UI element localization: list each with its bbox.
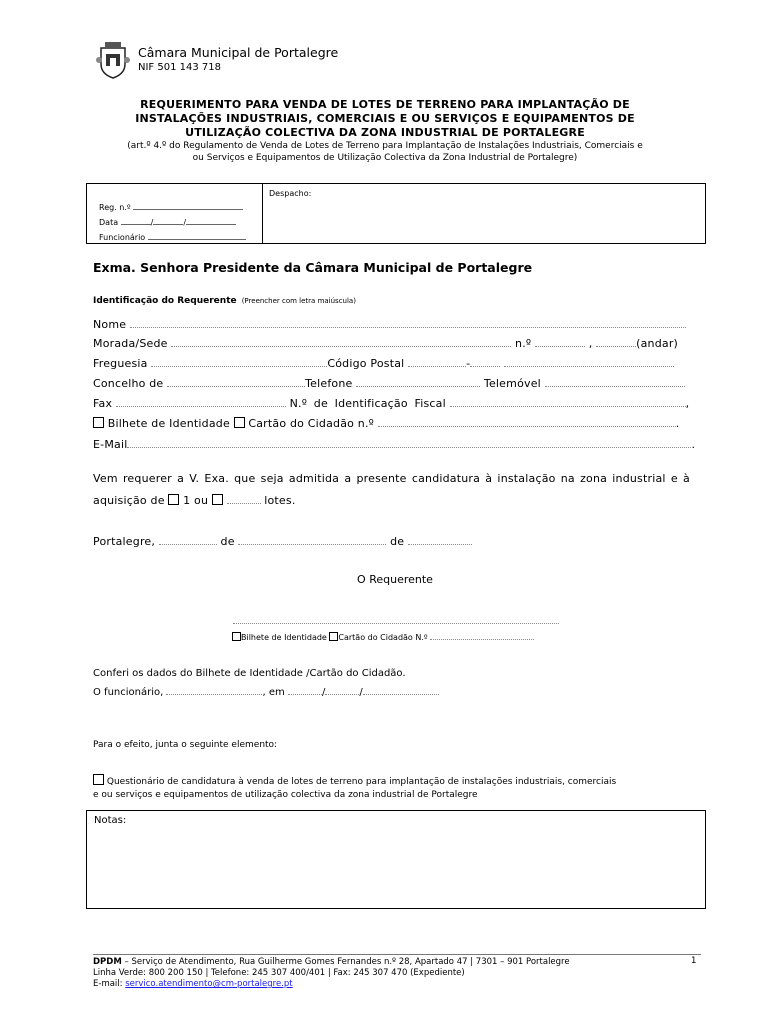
nif-field-label: N.º de Identificação Fiscal <box>289 397 446 410</box>
fax-row-comma: , <box>685 397 690 410</box>
reg-label: Reg. n.º <box>99 203 131 212</box>
year-input[interactable] <box>408 533 472 545</box>
telemovel-input[interactable] <box>545 375 685 387</box>
postal-code-locality-input[interactable] <box>504 355 674 367</box>
signature-line[interactable] <box>233 623 559 624</box>
footer-line1 <box>93 957 570 968</box>
bi-checkbox[interactable] <box>93 417 104 428</box>
verification-line1: Conferi os dados do Bilhete de Identidade /Cartão do Cidadão. <box>93 668 406 679</box>
footer-dept: DPDM <box>93 957 122 967</box>
date-de1: de <box>220 535 235 548</box>
email-label: E-Mail <box>93 438 128 451</box>
verification-employee-input[interactable] <box>166 685 262 695</box>
attachments-intro: Para o efeito, junta o seguinte elemento: <box>93 740 278 750</box>
freguesia-label: Freguesia <box>93 357 148 370</box>
verification-line2: O funcionário, , em / / <box>93 685 439 698</box>
doc-title-line1: REQUERIMENTO PARA VENDA DE LOTES DE TERRENO PARA IMPLANTAÇÃO DE <box>140 98 630 111</box>
request-one-or: 1 ou <box>183 494 209 507</box>
andar-label: (andar) <box>636 337 679 350</box>
morada-label: Morada/Sede <box>93 337 168 350</box>
footer <box>93 957 570 990</box>
signature-cc-label: Cartão do Cidadão N.º <box>338 633 428 642</box>
notes-box[interactable] <box>86 810 706 909</box>
org-name: Câmara Municipal de Portalegre <box>138 45 339 60</box>
postal-code-suffix-input[interactable] <box>470 355 500 367</box>
request-line1: Vem requerer a V. Exa. que seja admitida a presente candidatura à instalação na zona industrial e à <box>93 472 690 485</box>
cc-checkbox[interactable] <box>234 417 245 428</box>
footer-line3 <box>93 979 570 990</box>
signature-id-number-input[interactable] <box>430 631 534 640</box>
numero-input[interactable] <box>535 335 585 347</box>
fax-input[interactable] <box>116 395 286 407</box>
identification-heading: Identificação do Requerente <box>93 296 237 306</box>
cc-label: Cartão do Cidadão n.º <box>248 417 375 430</box>
nif-input[interactable] <box>450 395 686 407</box>
postal-code-prefix-input[interactable] <box>408 355 466 367</box>
date-line <box>93 533 472 548</box>
date-label: Data <box>99 218 119 227</box>
identification-note: (Preencher com letra maiúscula) <box>241 297 356 305</box>
andar-input[interactable] <box>596 335 636 347</box>
morada-input[interactable] <box>171 335 511 347</box>
questionnaire-checkbox[interactable] <box>93 774 104 785</box>
signature-bi-checkbox[interactable] <box>232 632 241 641</box>
registry-box <box>86 183 706 244</box>
id-doc-row-period: . <box>675 417 680 430</box>
request-prefix: aquisição de <box>93 494 165 507</box>
email-row-period: . <box>691 438 696 451</box>
doc-title-line2: INSTALAÇÕES INDUSTRIAIS, COMERCIAIS E OU SERVIÇOS E EQUIPAMENTOS DE <box>135 112 635 125</box>
signature-label: O Requerente <box>357 573 433 586</box>
verification-em-label: , em <box>262 687 285 698</box>
multiple-lots-checkbox[interactable] <box>212 494 223 505</box>
nome-input[interactable] <box>130 316 686 328</box>
concelho-row <box>93 375 685 390</box>
freguesia-input[interactable] <box>151 355 327 367</box>
request-suffix: lotes. <box>264 494 296 507</box>
identification-heading-row <box>93 288 356 307</box>
freguesia-row <box>93 355 674 370</box>
one-lot-checkbox[interactable] <box>168 494 179 505</box>
date-field[interactable]: Data / / <box>99 213 236 227</box>
doc-subtitle-line1: (art.º 4.º do Regulamento de Venda de Lotes de Terreno para Implantação de Instalações Industriais, Comerciais e <box>127 141 643 151</box>
footer-divider <box>93 954 701 955</box>
nif-label: NIF 501 143 718 <box>138 62 221 73</box>
date-de2: de <box>390 535 405 548</box>
comma-separator: , <box>588 337 593 350</box>
footer-email-label: E-mail: <box>93 979 126 989</box>
bi-label: Bilhete de Identidade <box>107 417 230 430</box>
month-input[interactable] <box>238 533 386 545</box>
registry-divider <box>262 184 263 243</box>
nome-label: Nome <box>93 318 127 331</box>
footer-line2: Linha Verde: 800 200 150 | Telefone: 245 307 400/401 | Fax: 245 307 470 (Expediente) <box>93 968 465 978</box>
signature-bi-label: Bilhete de Identidade <box>241 633 327 642</box>
verification-month-input[interactable] <box>325 685 359 695</box>
telemovel-label: Telemóvel <box>483 377 541 390</box>
id-doc-number-input[interactable] <box>378 415 676 427</box>
employee-field[interactable] <box>99 228 246 242</box>
notes-label: Notas: <box>94 815 127 826</box>
nome-row <box>93 316 686 331</box>
footer-address: – Serviço de Atendimento, Rua Guilherme Gomes Fernandes n.º 28, Apartado 47 | 7301 – 901 Portalegre <box>121 957 570 967</box>
signature-id-row <box>232 631 534 642</box>
email-input[interactable] <box>127 436 691 448</box>
attachment-item-line2: e ou serviços e equipamentos de utilização colectiva da zona industrial de Portalegre <box>93 790 478 800</box>
id-doc-row <box>93 415 679 430</box>
verification-day-input[interactable] <box>288 685 322 695</box>
attachment-item <box>93 774 616 802</box>
doc-title-line3: UTILIZAÇÃO COLECTIVA DA ZONA INDUSTRIAL DE PORTALEGRE <box>185 126 585 139</box>
municipal-logo <box>93 40 133 80</box>
concelho-label: Concelho de <box>93 377 164 390</box>
fax-row <box>93 395 689 410</box>
telefone-label: Telefone <box>305 377 353 390</box>
concelho-input[interactable] <box>167 375 305 387</box>
footer-email-link[interactable]: servico.atendimento@cm-portalegre.pt <box>125 979 293 989</box>
addressee: Exma. Senhora Presidente da Câmara Municipal de Portalegre <box>93 260 533 275</box>
employee-label: Funcionário <box>99 233 146 242</box>
morada-row <box>93 335 678 350</box>
page-number: 1 <box>691 956 697 966</box>
codigo-postal-label: Código Postal <box>327 357 405 370</box>
despacho-label: Despacho: <box>269 189 312 198</box>
fax-label: Fax <box>93 397 113 410</box>
attachment-item-line1: Questionário de candidatura à venda de lotes de terreno para implantação de instalações industriais, comerciais <box>106 777 617 787</box>
verification-year-input[interactable] <box>363 685 439 695</box>
numero-label: n.º <box>515 337 532 350</box>
telefone-input[interactable] <box>356 375 480 387</box>
doc-subtitle-line2: ou Serviços e Equipamentos de Utilização Colectiva da Zona Industrial de Portalegre) <box>192 153 578 163</box>
reg-number-field[interactable] <box>99 198 243 212</box>
postal-code-hyphen: - <box>466 357 471 370</box>
email-row <box>93 436 695 451</box>
lots-count-input[interactable] <box>227 492 261 504</box>
verification-employee-label: O funcionário, <box>93 687 164 698</box>
request-line2 <box>93 492 296 507</box>
place-label: Portalegre, <box>93 535 156 548</box>
day-input[interactable] <box>159 533 217 545</box>
